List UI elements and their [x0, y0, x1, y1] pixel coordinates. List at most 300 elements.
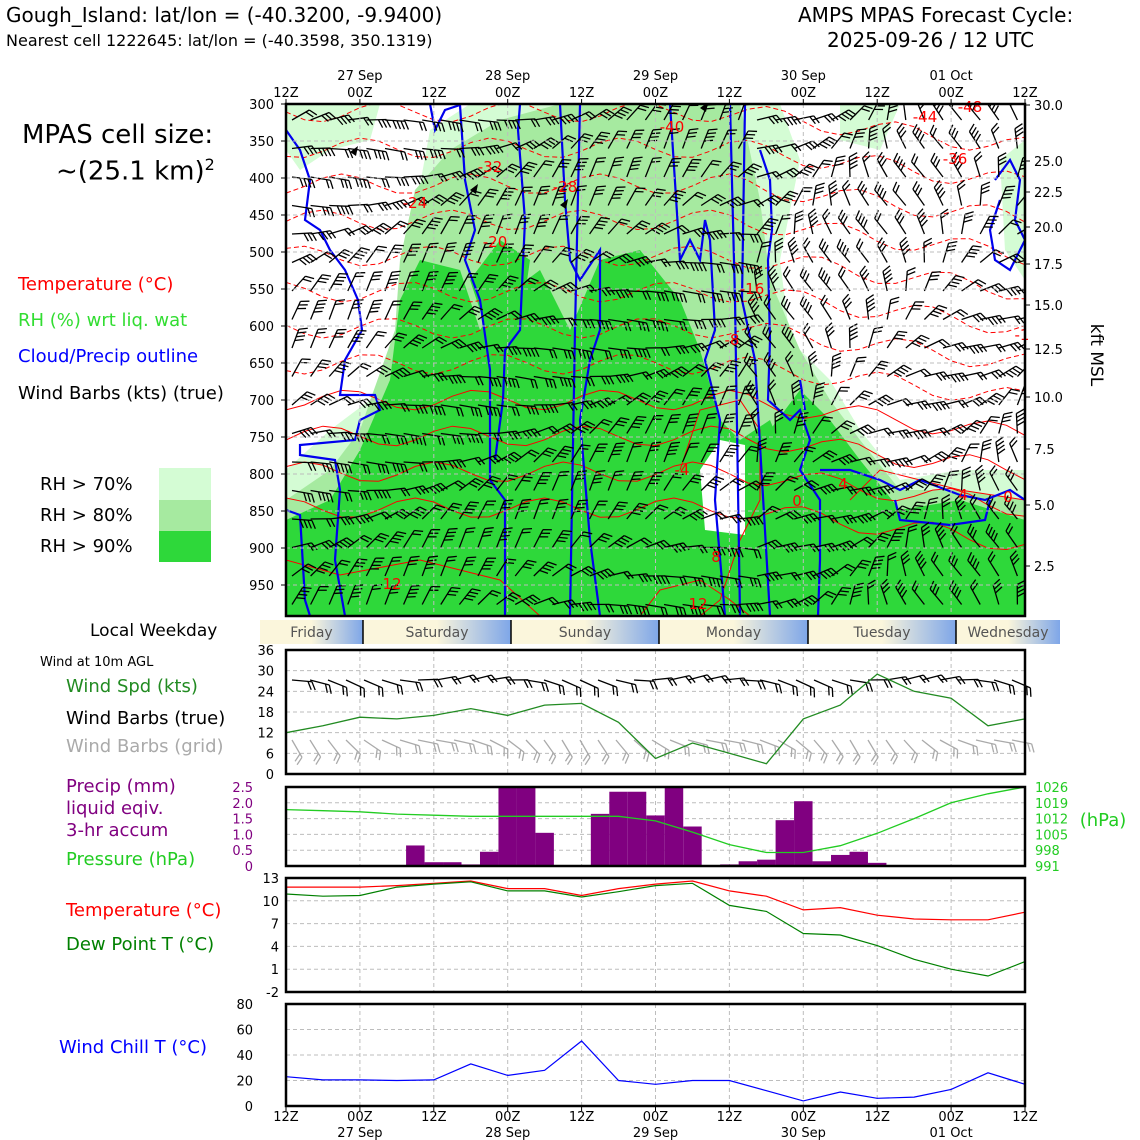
windchill-label: Wind Chill T (°C) — [59, 1037, 207, 1058]
wind10m-barb-true — [741, 680, 765, 690]
wind-barb — [853, 210, 874, 234]
location-title: Gough_Island: lat/lon = (-40.3200, -9.9400) — [6, 3, 443, 27]
kft-tick-label: 17.5 — [1034, 258, 1063, 273]
barb-staff — [382, 740, 400, 748]
temperature-contour-label: 4 — [958, 486, 968, 504]
barb-feather — [742, 744, 747, 753]
wind10m-barb-true — [904, 674, 929, 688]
wind10m-barb-grid — [303, 740, 322, 765]
precip-bar — [628, 792, 646, 866]
wind10m-barb-true — [542, 680, 567, 695]
rh90-label: RH > 90% — [40, 536, 133, 557]
barb-feather — [850, 332, 858, 336]
wind-barb — [909, 153, 931, 177]
barb-feather — [524, 680, 528, 688]
barb-feather — [1037, 287, 1042, 296]
barb-staff — [706, 740, 726, 744]
wind10m-barb-true — [291, 680, 316, 690]
temperature-contour-label: -24 — [402, 194, 428, 212]
pressure-y-tick-label: 1005 — [1035, 828, 1069, 844]
temperature-contour-label: -48 — [957, 98, 983, 116]
top-date-label: 30 Sep — [780, 69, 826, 84]
wind10m-barb-grid — [610, 740, 632, 764]
barb-staff — [813, 114, 832, 120]
wind-y-tick-label: 12 — [257, 726, 274, 742]
top-date-label: 01 Oct — [929, 69, 973, 84]
barb-feather — [724, 744, 729, 753]
top-time-tick-label: 12Z — [864, 86, 890, 101]
barb-feather — [985, 96, 994, 104]
barb-staff — [329, 396, 347, 405]
barb-staff — [329, 301, 336, 320]
precip-y-tick-label: 0.5 — [232, 844, 253, 860]
wind10m-barb-grid — [555, 740, 574, 765]
barb-staff — [775, 243, 776, 263]
precip-bar — [794, 801, 812, 866]
barb-feather — [397, 177, 401, 185]
pressure-y-tick-label: 1012 — [1035, 812, 1069, 828]
wind10m-barb-true — [868, 680, 892, 688]
barb-feather — [907, 271, 915, 276]
barb-staff — [571, 320, 591, 321]
legend-temperature: Temperature (°C) — [18, 274, 174, 295]
pressure-y-tick-label: 991 — [1035, 860, 1060, 875]
barb-feather — [890, 300, 899, 305]
wind-y-tick-label: 0 — [265, 768, 274, 783]
temperature-contour-label: 12 — [688, 595, 708, 613]
barb-staff — [292, 359, 302, 376]
barb-staff — [454, 740, 474, 744]
bottom-time-tick-label: 12Z — [568, 1110, 595, 1125]
barb-staff — [904, 740, 917, 755]
precip-y-tick-label: 2.5 — [232, 781, 253, 796]
wind-y-tick-label: 24 — [257, 685, 274, 701]
wind-barb — [781, 266, 801, 291]
wind-barb — [808, 209, 821, 234]
barb-staff — [562, 680, 580, 688]
weekday-name: Wednesday — [967, 625, 1049, 641]
barb-feather — [344, 687, 351, 696]
barb-staff — [943, 310, 960, 320]
barb-staff — [346, 740, 360, 754]
barb-feather — [349, 206, 353, 214]
barb-staff — [742, 680, 762, 681]
windchill-y-tick-label: 40 — [236, 1049, 253, 1064]
weekday-name: Tuesday — [853, 625, 911, 641]
wind10m-barb-grid — [503, 740, 527, 761]
barb-feather — [395, 242, 404, 249]
windchill-y-tick-label: 20 — [236, 1074, 253, 1090]
barb-staff — [980, 186, 981, 206]
wind-barb — [962, 210, 974, 235]
barb-feather — [983, 442, 992, 447]
temperature-contour-label: -28 — [552, 178, 578, 196]
wind-barb — [866, 295, 877, 320]
barb-staff — [366, 332, 377, 348]
wind-barb — [985, 96, 1005, 120]
barb-feather — [649, 681, 653, 689]
wind-barb — [1008, 437, 1025, 462]
barb-staff — [515, 348, 535, 349]
barb-feather — [577, 688, 584, 697]
barb-staff — [418, 740, 438, 744]
cell-size-title: MPAS cell size: — [22, 120, 214, 150]
weekday-name: Monday — [705, 625, 762, 641]
wind-barb — [943, 273, 964, 297]
barb-feather — [995, 683, 1000, 691]
wind10m-barb-true — [454, 674, 479, 688]
barb-staff — [823, 216, 832, 234]
barb-feather — [404, 121, 409, 129]
barb-feather — [382, 120, 386, 128]
barb-feather — [816, 182, 825, 187]
barb-feather — [345, 150, 350, 158]
barb-staff — [366, 177, 386, 179]
barb-staff — [508, 740, 524, 752]
barb-feather — [304, 233, 308, 241]
barb-staff — [441, 149, 461, 150]
barb-staff — [364, 680, 382, 688]
wind-barb — [943, 372, 968, 384]
barb-staff — [366, 301, 373, 320]
wind10m-barb-grid — [740, 740, 765, 754]
pressure-tick-label: 600 — [249, 320, 274, 335]
barb-staff — [292, 206, 312, 209]
barb-staff — [311, 329, 318, 348]
top-time-tick-label: 12Z — [1012, 86, 1038, 101]
barb-staff — [775, 414, 776, 434]
wind-barbs-true-label: Wind Barbs (true) — [66, 708, 226, 729]
barb-feather — [362, 179, 367, 188]
kft-tick-label: 10.0 — [1034, 391, 1063, 406]
barb-staff — [1012, 680, 1030, 688]
barb-staff — [738, 234, 758, 235]
weekday-name: Saturday — [405, 625, 469, 641]
wind-barb — [849, 324, 858, 348]
wind10m-barb-grid — [898, 740, 920, 763]
barb-staff — [887, 331, 898, 348]
barb-feather — [377, 150, 382, 159]
barb-staff — [838, 218, 850, 234]
wind-barb — [906, 267, 916, 292]
wind-barb — [957, 180, 970, 205]
barb-staff — [931, 161, 943, 177]
barb-feather — [868, 683, 873, 692]
wind-barb — [924, 338, 949, 356]
barb-feather — [432, 743, 438, 752]
wind-barb — [329, 149, 353, 159]
wind-barb — [311, 271, 331, 295]
wind-barb — [813, 182, 825, 207]
wind-y-tick-label: 6 — [265, 747, 274, 763]
bottom-date-label: 27 Sep — [337, 1126, 383, 1140]
pressure-tick-label: 300 — [249, 98, 274, 113]
wind-barb — [311, 326, 327, 351]
pressure-tick-label: 750 — [249, 431, 274, 446]
barb-staff — [895, 217, 906, 234]
barb-feather — [379, 688, 386, 697]
barb-feather — [954, 750, 961, 759]
barb-feather — [419, 683, 424, 691]
barb-feather — [634, 685, 640, 694]
barb-feather — [488, 746, 494, 755]
bottom-time-tick-label: 12Z — [273, 1110, 299, 1125]
nearest-cell-title: Nearest cell 1222645: lat/lon = (-40.3598, 350.1319) — [6, 31, 433, 50]
barb-staff — [998, 157, 999, 177]
barb-feather — [907, 267, 915, 272]
barb-feather — [849, 153, 857, 157]
temperature-contour-label: -40 — [659, 118, 685, 136]
barb-feather — [1033, 315, 1039, 324]
barb-feather — [340, 179, 345, 188]
wind-barb — [875, 152, 894, 177]
barb-staff — [366, 149, 386, 152]
wind10m-barb-grid — [591, 740, 611, 764]
windchill-y-tick-label: 0 — [244, 1100, 253, 1115]
barb-feather — [366, 180, 371, 189]
barb-staff — [831, 357, 832, 377]
barb-staff — [906, 302, 915, 320]
temp-y-tick-label: 10 — [262, 894, 279, 910]
barb-feather — [396, 121, 401, 129]
barb-staff — [850, 740, 860, 757]
barb-staff — [292, 740, 302, 757]
top-time-tick-label: 12Z — [421, 86, 447, 101]
temperature-contour-label: -16 — [739, 280, 765, 298]
wind-barb — [329, 326, 346, 351]
wind-barb — [817, 239, 838, 263]
barb-staff — [850, 358, 857, 377]
barb-staff — [832, 740, 843, 757]
weekday-name: Sunday — [558, 625, 612, 641]
barb-feather — [414, 150, 419, 159]
barb-staff — [783, 274, 794, 291]
barb-feather — [981, 186, 989, 191]
bottom-time-tick-label: 12Z — [1012, 1110, 1038, 1125]
wind10m-barb-true — [1009, 680, 1034, 697]
barb-feather — [415, 682, 420, 690]
wind-barb — [947, 125, 968, 149]
wind10m-barb-true — [634, 680, 658, 689]
bottom-date-label: 30 Sep — [780, 1126, 826, 1140]
temp-y-tick-label: -2 — [266, 986, 279, 1001]
bottom-time-tick-label: 12Z — [864, 1110, 890, 1125]
wind10m-barb-true — [559, 680, 584, 697]
barb-feather — [300, 298, 309, 305]
barb-feather — [841, 384, 850, 391]
bottom-time-tick-label: 00Z — [494, 1110, 521, 1125]
barb-feather — [544, 683, 549, 692]
kft-tick-label: 5.0 — [1034, 499, 1055, 514]
pressure-axis-label: (hPa) — [1079, 810, 1127, 831]
barb-staff — [400, 680, 420, 683]
barb-feather — [454, 743, 459, 752]
barb-feather — [385, 179, 390, 187]
barb-staff — [292, 680, 312, 682]
barb-feather — [399, 151, 404, 160]
barb-staff — [924, 272, 931, 291]
barb-staff — [329, 330, 337, 348]
pressure-tick-label: 550 — [249, 283, 274, 298]
weekday-name: Friday — [290, 625, 333, 641]
barb-feather — [915, 298, 924, 305]
barb-staff — [924, 339, 942, 348]
barb-feather — [318, 297, 327, 304]
wind-barb — [831, 154, 845, 179]
barb-feather — [436, 744, 442, 753]
barb-feather — [302, 356, 311, 363]
top-time-tick-label: 00Z — [642, 86, 669, 101]
barb-feather — [891, 96, 900, 101]
barb-staff — [382, 680, 401, 686]
barb-staff — [459, 377, 479, 378]
wind-barb — [292, 356, 311, 381]
barb-feather — [1031, 359, 1040, 367]
barb-staff — [634, 740, 649, 753]
barb-staff — [616, 680, 635, 685]
precip-label-2: liquid eqiv. — [66, 798, 164, 819]
barb-feather — [378, 120, 382, 128]
barb-feather — [307, 681, 312, 689]
bottom-time-tick-label: 00Z — [938, 1110, 964, 1125]
barb-staff — [404, 120, 424, 123]
barb-staff — [813, 160, 824, 177]
pressure-y-tick-label: 1019 — [1035, 796, 1069, 812]
wind-barb — [366, 221, 391, 241]
barb-staff — [814, 680, 832, 688]
barb-staff — [868, 740, 878, 757]
barb-staff — [366, 246, 378, 262]
cell-size-exponent: 2 — [204, 155, 215, 174]
wind10m-barb-grid — [322, 740, 343, 764]
wind-barb — [887, 296, 899, 321]
barb-staff — [875, 218, 888, 234]
top-time-tick-label: 12Z — [716, 86, 743, 101]
top-time-tick-label: 00Z — [938, 86, 964, 101]
barb-staff — [328, 680, 347, 687]
barb-feather — [358, 179, 363, 188]
top-time-tick-label: 12Z — [273, 86, 299, 101]
wind10m-barb-true — [922, 674, 947, 688]
wind-barb — [849, 153, 858, 177]
barb-feather — [857, 354, 866, 361]
barb-staff — [832, 680, 851, 686]
bottom-time-tick-label: 00Z — [642, 1110, 669, 1125]
temp-y-tick-label: 13 — [262, 872, 279, 887]
wind-barb — [943, 342, 968, 356]
barb-feather — [363, 151, 368, 159]
barb-feather — [832, 365, 840, 370]
wind-barb — [924, 238, 933, 262]
barb-feather — [1004, 410, 1013, 416]
barb-feather — [1016, 413, 1024, 417]
barb-feather — [561, 686, 567, 695]
barb-staff — [796, 680, 814, 688]
barb-staff — [794, 214, 795, 234]
barb-staff — [1017, 386, 1024, 405]
wind-barb — [329, 270, 348, 295]
wind-barb — [813, 157, 833, 181]
wind-barb — [980, 182, 990, 207]
precip-bar — [776, 820, 794, 866]
barb-feather — [778, 685, 784, 694]
barb-feather — [837, 154, 846, 160]
barb-staff — [980, 417, 991, 434]
barb-feather — [761, 681, 766, 689]
wind10m-barb-grid — [808, 740, 830, 763]
barb-feather — [795, 218, 803, 223]
barb-feather — [949, 239, 958, 245]
barb-feather — [829, 688, 836, 697]
barb-staff — [348, 149, 368, 152]
pressure-y-tick-label: 998 — [1035, 844, 1060, 860]
temperature-contour-label: -1 — [1014, 326, 1030, 344]
barb-staff — [980, 216, 989, 234]
wind10m-barb-true — [849, 680, 874, 692]
pressure-tick-label: 850 — [249, 505, 274, 520]
barb-staff — [329, 149, 349, 150]
barb-feather — [374, 269, 383, 276]
barb-feather — [418, 122, 423, 130]
wind-barb — [980, 213, 998, 238]
barb-feather — [399, 686, 405, 695]
wind10m-barb-grid — [825, 740, 845, 764]
barb-feather — [299, 178, 304, 186]
temperature-contour-label: -32 — [477, 158, 503, 176]
wind-barb — [311, 297, 327, 322]
wind-barb — [928, 125, 949, 149]
wind-barb — [906, 298, 924, 323]
barb-staff — [778, 740, 795, 750]
barb-feather — [348, 180, 353, 189]
temperature-contour-label: 4 — [838, 475, 848, 493]
barb-feather — [540, 683, 545, 692]
barb-feather — [924, 242, 932, 246]
barb-staff — [999, 389, 1011, 405]
cell-size-number: ~(25.1 km) — [56, 156, 205, 187]
barb-staff — [490, 740, 508, 749]
barb-feather — [361, 688, 368, 697]
wind-barb — [962, 371, 987, 384]
barb-feather — [686, 747, 693, 756]
wind-barb — [798, 267, 819, 291]
wind-y-tick-label: 18 — [257, 706, 274, 721]
precip-y-tick-label: 1.5 — [232, 812, 253, 828]
precip-bar — [517, 787, 535, 866]
kft-tick-label: 20.0 — [1034, 221, 1063, 236]
barb-feather — [974, 747, 980, 756]
wind-barb — [831, 353, 841, 378]
legend-cloud: Cloud/Precip outline — [18, 346, 199, 367]
cycle-time: 2025-09-26 / 12 UTC — [827, 28, 1035, 52]
wind-barb — [911, 124, 931, 148]
wind10m-barb-true — [724, 678, 749, 688]
pressure-tick-label: 700 — [249, 394, 274, 409]
precip-bar — [498, 787, 516, 866]
wind10m-barb-grid — [398, 740, 423, 755]
barb-feather — [833, 353, 841, 358]
barb-feather — [1029, 316, 1035, 325]
top-time-tick-label: 00Z — [494, 86, 521, 101]
precip-bar — [535, 833, 553, 866]
barb-feather — [311, 180, 316, 188]
wind10m-barb-grid — [285, 740, 304, 765]
rh70-label: RH > 70% — [40, 474, 133, 495]
barb-feather — [392, 121, 397, 129]
wind10m-barb-grid — [379, 740, 404, 757]
wind-barb — [794, 115, 819, 128]
barb-staff — [877, 160, 887, 177]
